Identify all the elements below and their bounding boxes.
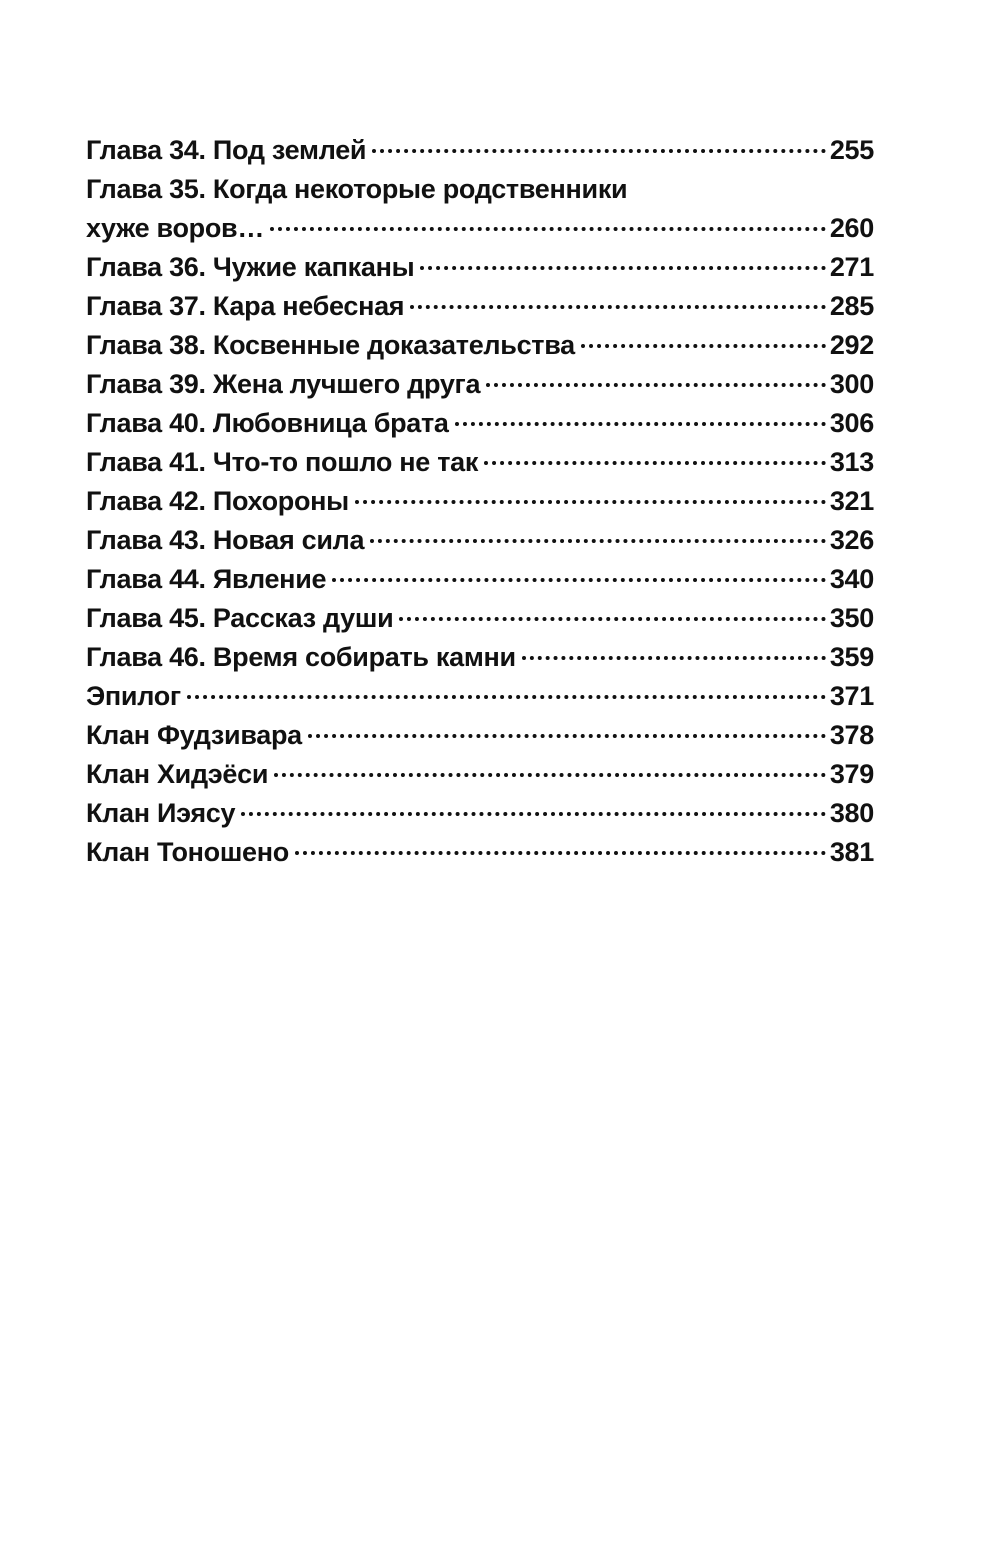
- dot-leader: [420, 266, 826, 270]
- dot-leader: [270, 227, 826, 231]
- dot-leader: [274, 773, 826, 777]
- table-of-contents: [86, 131, 874, 872]
- toc-entry[interactable]: [86, 677, 874, 716]
- toc-entry-page: 340: [829, 564, 874, 594]
- toc-entry[interactable]: [86, 326, 874, 365]
- toc-entry-page: 300: [829, 369, 874, 399]
- toc-entry[interactable]: [86, 599, 874, 638]
- toc-entry[interactable]: [86, 833, 874, 872]
- toc-entry[interactable]: [86, 404, 874, 443]
- toc-entry-page: 371: [829, 681, 874, 711]
- toc-entry-page: 321: [829, 486, 874, 516]
- dot-leader: [522, 656, 826, 660]
- toc-entry-title: Клан Иэясу: [86, 798, 236, 828]
- toc-entry[interactable]: [86, 521, 874, 560]
- toc-entry[interactable]: [86, 716, 874, 755]
- dot-leader: [399, 617, 825, 621]
- toc-entry-page: 285: [829, 291, 874, 321]
- toc-entry[interactable]: [86, 638, 874, 677]
- toc-entry-title: Клан Тоношено: [86, 837, 289, 867]
- toc-entry-page: 359: [829, 642, 874, 672]
- dot-leader: [308, 734, 826, 738]
- toc-entry[interactable]: [86, 482, 874, 521]
- toc-entry[interactable]: [86, 287, 874, 326]
- toc-entry-title: Глава 34. Под землей: [86, 135, 367, 165]
- toc-entry-title: Глава 42. Похороны: [86, 486, 349, 516]
- toc-entry-title-line1[interactable]: Глава 35. Когда некоторые родственники: [86, 174, 628, 204]
- toc-entry-page: 380: [829, 798, 874, 828]
- dot-leader: [241, 812, 826, 816]
- toc-entry[interactable]: [86, 248, 874, 287]
- toc-entry-title: Глава 45. Рассказ души: [86, 603, 394, 633]
- dot-leader: [372, 149, 826, 153]
- toc-entry-title: Глава 38. Косвенные доказательства: [86, 330, 575, 360]
- toc-entry-page: 326: [829, 525, 874, 555]
- toc-entry-title: Клан Фудзивара: [86, 720, 302, 750]
- toc-entry-title: Глава 40. Любовница брата: [86, 408, 449, 438]
- toc-entry-page: 378: [829, 720, 874, 750]
- toc-entry-page: 350: [829, 603, 874, 633]
- toc-entry-title: хуже воров…: [86, 213, 265, 243]
- toc-entry-page: 313: [829, 447, 874, 477]
- dot-leader: [332, 578, 826, 582]
- toc-entry-page: 306: [829, 408, 874, 438]
- toc-entry[interactable]: [86, 209, 874, 248]
- toc-entry[interactable]: [86, 794, 874, 833]
- toc-entry-title: Клан Хидэёси: [86, 759, 269, 789]
- toc-entry-page: 271: [829, 252, 874, 282]
- toc-entry-title: Глава 37. Кара небесная: [86, 291, 405, 321]
- toc-entry-title: Глава 41. Что-то пошло не так: [86, 447, 479, 477]
- toc-entry[interactable]: [86, 365, 874, 404]
- toc-entry-page: 381: [829, 837, 874, 867]
- toc-entry-title: Глава 39. Жена лучшего друга: [86, 369, 481, 399]
- toc-entry[interactable]: [86, 131, 874, 170]
- dot-leader: [455, 422, 826, 426]
- toc-entry-title: Глава 46. Время собирать камни: [86, 642, 516, 672]
- dot-leader: [295, 851, 826, 855]
- toc-entry-page: 255: [829, 135, 874, 165]
- dot-leader: [410, 305, 826, 309]
- dot-leader: [484, 461, 826, 465]
- dot-leader: [581, 344, 826, 348]
- toc-entry-page: 379: [829, 759, 874, 789]
- toc-entry-page: 260: [829, 213, 874, 243]
- toc-entry-title: Глава 36. Чужие капканы: [86, 252, 415, 282]
- toc-entry-title: Глава 43. Новая сила: [86, 525, 365, 555]
- dot-leader: [187, 695, 826, 699]
- toc-entry-title: Эпилог: [86, 681, 181, 711]
- dot-leader: [486, 383, 826, 387]
- toc-entry[interactable]: [86, 560, 874, 599]
- toc-entry-title: Глава 44. Явление: [86, 564, 327, 594]
- dot-leader: [370, 539, 826, 543]
- toc-entry[interactable]: [86, 755, 874, 794]
- toc-entry[interactable]: [86, 443, 874, 482]
- toc-entry-page: 292: [829, 330, 874, 360]
- dot-leader: [355, 500, 826, 504]
